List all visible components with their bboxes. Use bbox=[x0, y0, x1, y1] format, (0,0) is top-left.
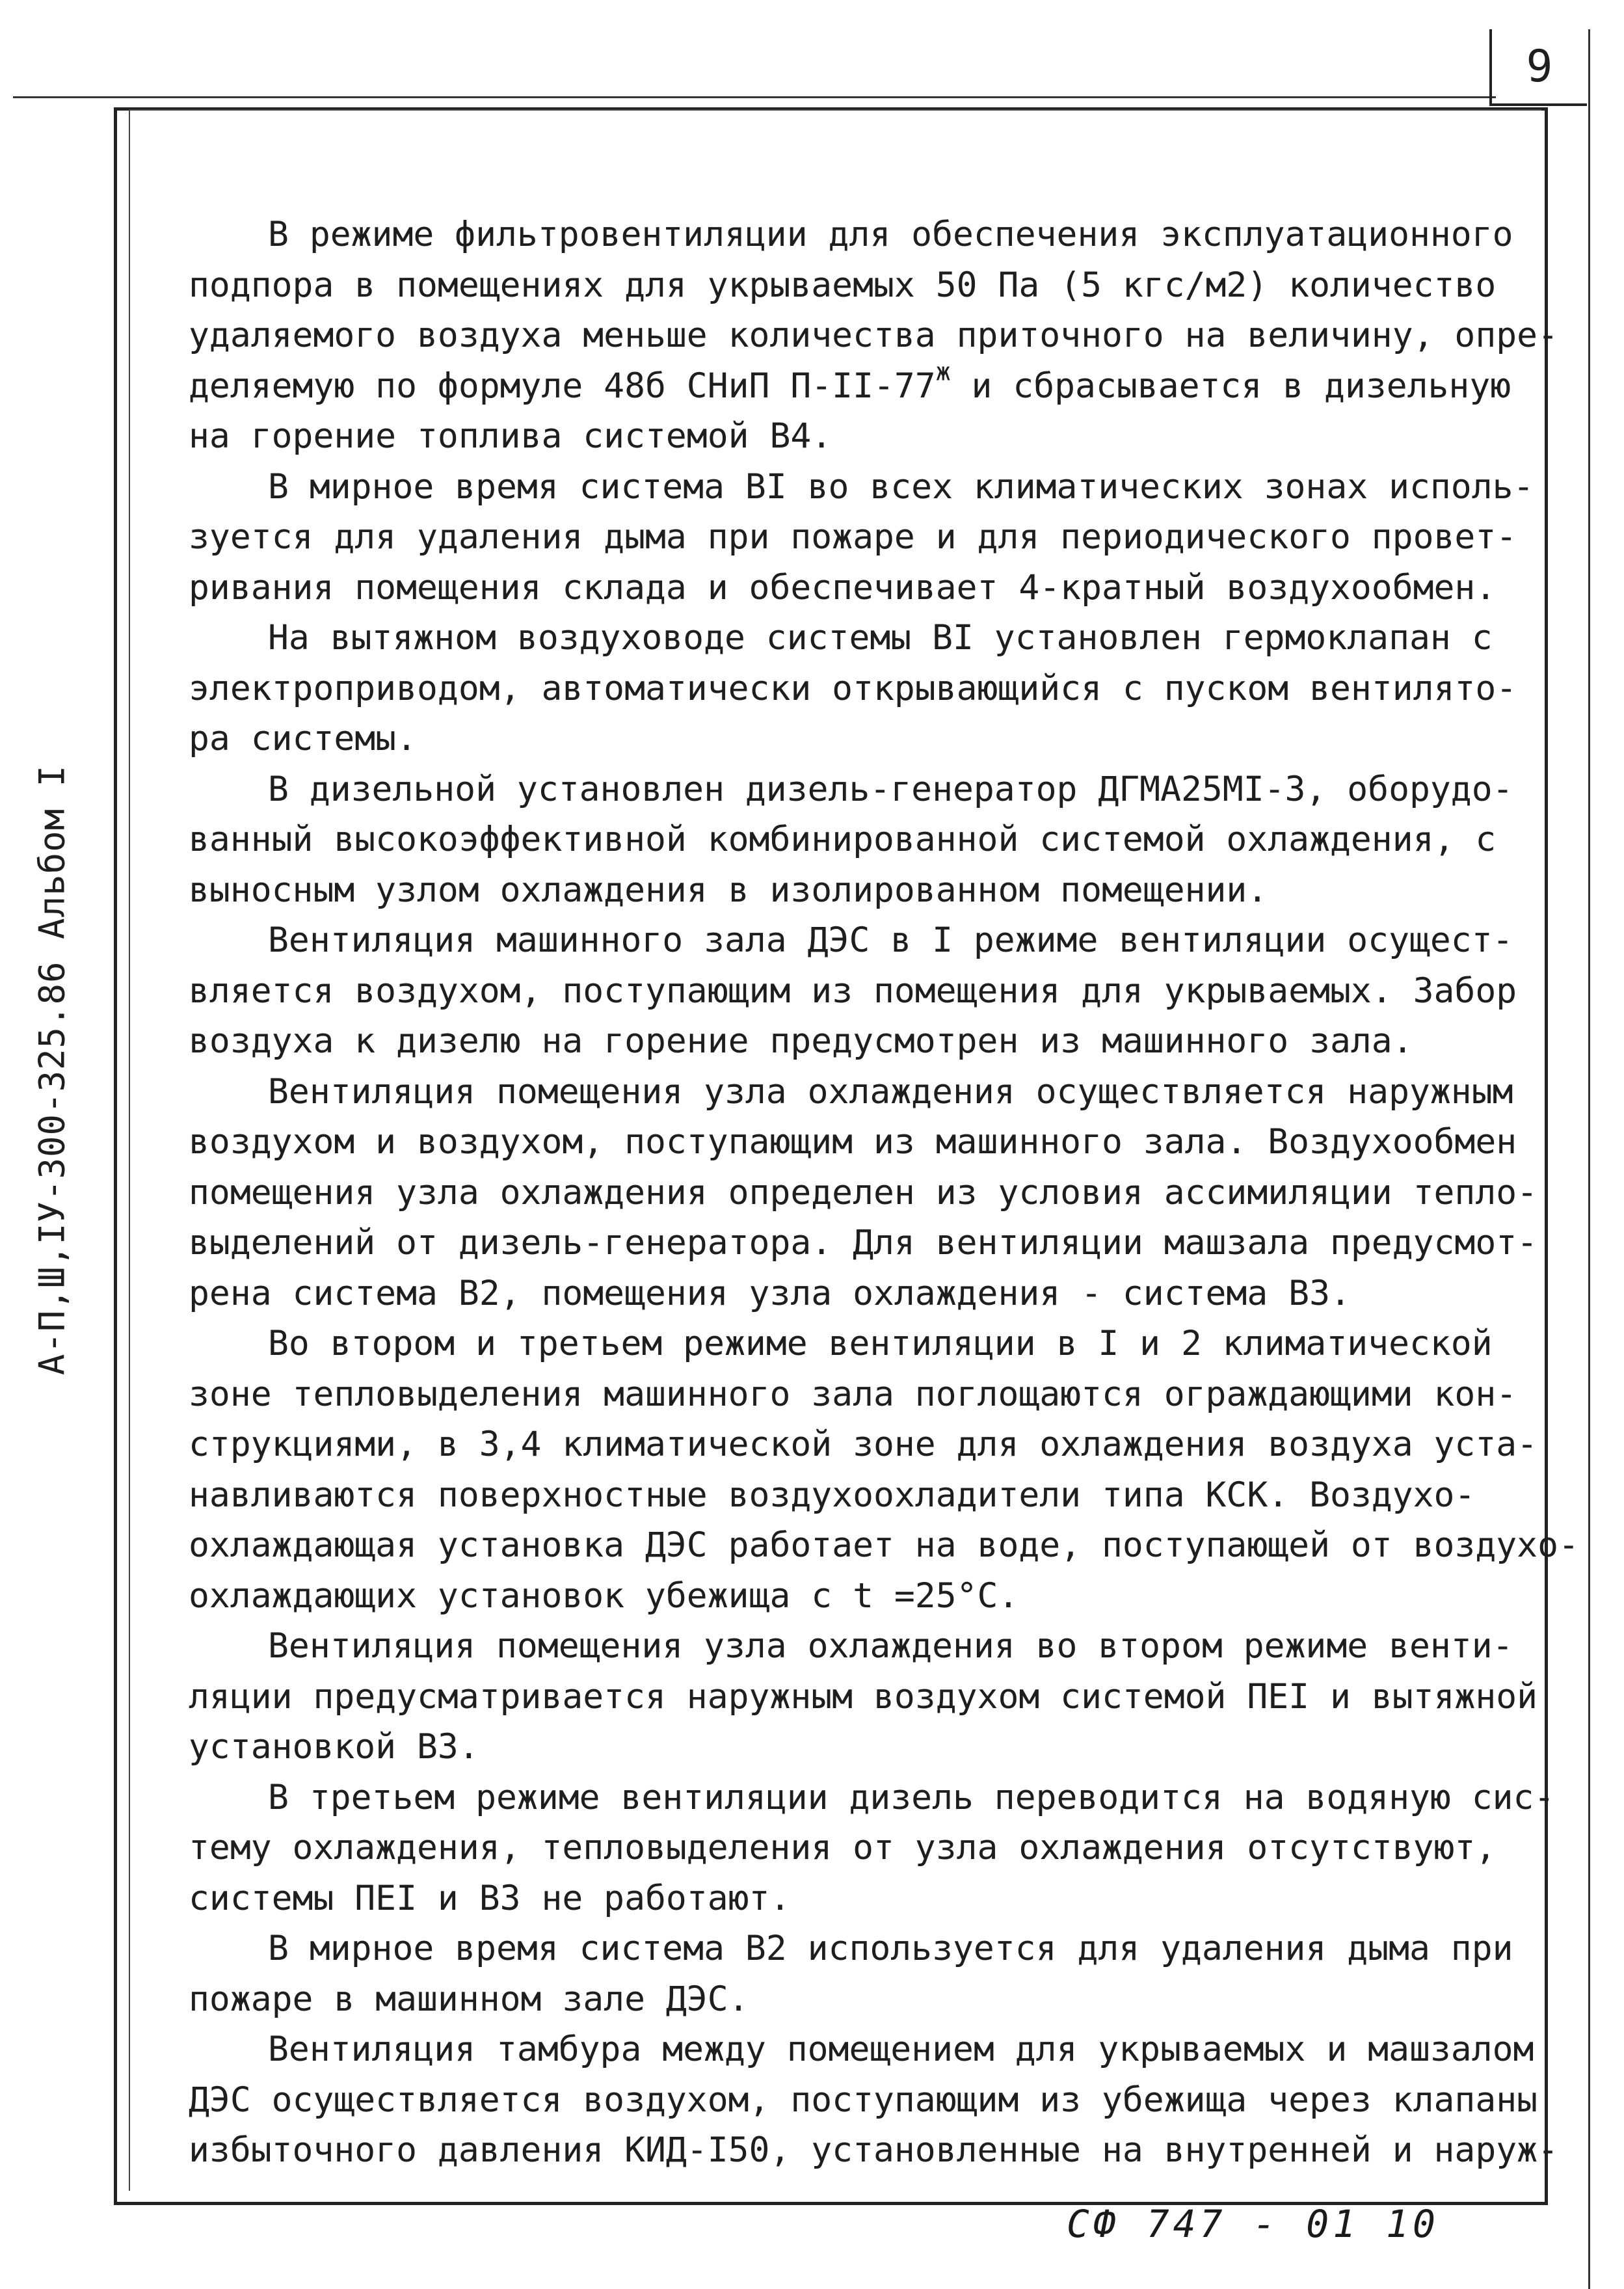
text-line: избыточного давления КИД-I50, установленные на внутренней и наруж- bbox=[189, 2130, 1558, 2170]
text-line: вляется воздухом, поступающим из помещения для укрываемых. Забор bbox=[189, 970, 1517, 1011]
text-line: Вентиляция тамбура между помещением для укрываемых и машзалом bbox=[268, 2029, 1534, 2069]
text-line: охлаждающая установка ДЭС работает на воде, поступающей от воздухо- bbox=[189, 1525, 1579, 1565]
superscript-mark: ж bbox=[935, 356, 951, 386]
text-line: на горение топлива системой В4. bbox=[189, 416, 832, 456]
text-line: пожаре в машинном зале ДЭС. bbox=[189, 1979, 749, 2019]
margin-rule bbox=[1588, 29, 1590, 2289]
text-line: охлаждающих установок убежища с t =25°С. bbox=[189, 1575, 1019, 1616]
text-line: помещения узла охлаждения определен из условия ассимиляции тепло- bbox=[189, 1172, 1538, 1212]
text-line: тему охлаждения, тепловыделения от узла охлаждения отсутствуют, bbox=[189, 1828, 1497, 1867]
text-line: установкой В3. bbox=[189, 1727, 479, 1767]
document-number: СФ 747 - 01 10 bbox=[1067, 2202, 1439, 2246]
text-line: рена система В2, помещения узла охлаждения - система В3. bbox=[189, 1273, 1351, 1313]
header-rule bbox=[13, 96, 1496, 98]
side-label-text: А-П,Ш,IУ-300-325.86 Альбом I bbox=[31, 764, 73, 1376]
text-line: воздуха к дизелю на горение предусмотрен из машинного зала. bbox=[189, 1021, 1413, 1061]
text-line: системы ПЕI и В3 не работают. bbox=[189, 1878, 791, 1918]
text-line: ДЭС осуществляется воздухом, поступающим из убежища через клапаны bbox=[189, 2080, 1538, 2120]
text-line: В третьем режиме вентиляции дизель переводится на водяную сис- bbox=[268, 1777, 1555, 1817]
text-line: выносным узлом охлаждения в изолированном помещении. bbox=[189, 870, 1268, 910]
text-line: Вентиляция помещения узла охлаждения во втором режиме венти- bbox=[268, 1626, 1513, 1666]
text-line: электроприводом, автоматически открывающийся с пуском вентилято- bbox=[189, 668, 1517, 708]
text-line-with-superscript bbox=[189, 356, 1528, 412]
text-fragment: деляемую по формуле 48б СНиП П-II-77 bbox=[189, 366, 936, 406]
text-line: ляции предусматривается наружным воздухом системой ПЕI и вытяжной bbox=[189, 1676, 1538, 1717]
text-line: навливаются поверхностные воздухоохладители типа КСК. Воздухо- bbox=[189, 1475, 1476, 1515]
text-line: зоне тепловыделения машинного зала поглощаются ограждающими кон- bbox=[189, 1374, 1517, 1414]
text-line: ра системы. bbox=[189, 719, 417, 758]
text-line: выделений от дизель-генератора. Для вентиляции машзала предусмот- bbox=[189, 1223, 1538, 1263]
text-line: ривания помещения склада и обеспечивает 4-кратный воздухообмен. bbox=[189, 567, 1497, 608]
text-line: В мирное время система BI во всех климатических зонах исполь- bbox=[268, 466, 1534, 507]
text-line: В дизельной установлен дизель-генератор ДГМА25МI-3, оборудо- bbox=[268, 769, 1513, 809]
text-line: зуется для удаления дыма при пожаре и для периодического провет- bbox=[189, 517, 1517, 557]
text-line: воздухом и воздухом, поступающим из машинного зала. Воздухообмен bbox=[189, 1122, 1517, 1162]
text-line: ванный высокоэффективной комбинированной системой охлаждения, с bbox=[189, 820, 1497, 859]
text-line: подпора в помещениях для укрываемых 50 Па (5 кгс/м2) количество bbox=[189, 265, 1497, 305]
text-line: удаляемого воздуха меньше количества приточного на величину, опре- bbox=[189, 315, 1558, 355]
text-line: В режиме фильтровентиляции для обеспечения эксплуатационного bbox=[268, 215, 1513, 254]
text-fragment: и сбрасывается в дизельную bbox=[950, 366, 1511, 406]
text-line: На вытяжном воздуховоде системы BI установлен гермоклапан с bbox=[268, 618, 1493, 658]
page-number: 9 bbox=[1489, 29, 1587, 106]
text-line: Во втором и третьем режиме вентиляции в I и 2 климатической bbox=[268, 1324, 1493, 1363]
text-line: Вентиляция машинного зала ДЭС в I режиме вентиляции осущест- bbox=[268, 920, 1513, 960]
body-text bbox=[189, 209, 1579, 2176]
text-line: струкциями, в 3,4 климатической зоне для охлаждения воздуха уста- bbox=[189, 1425, 1538, 1464]
text-line: Вентиляция помещения узла охлаждения осуществляется наружным bbox=[268, 1071, 1513, 1112]
text-line: В мирное время система В2 используется для удаления дыма при bbox=[268, 1929, 1513, 1968]
